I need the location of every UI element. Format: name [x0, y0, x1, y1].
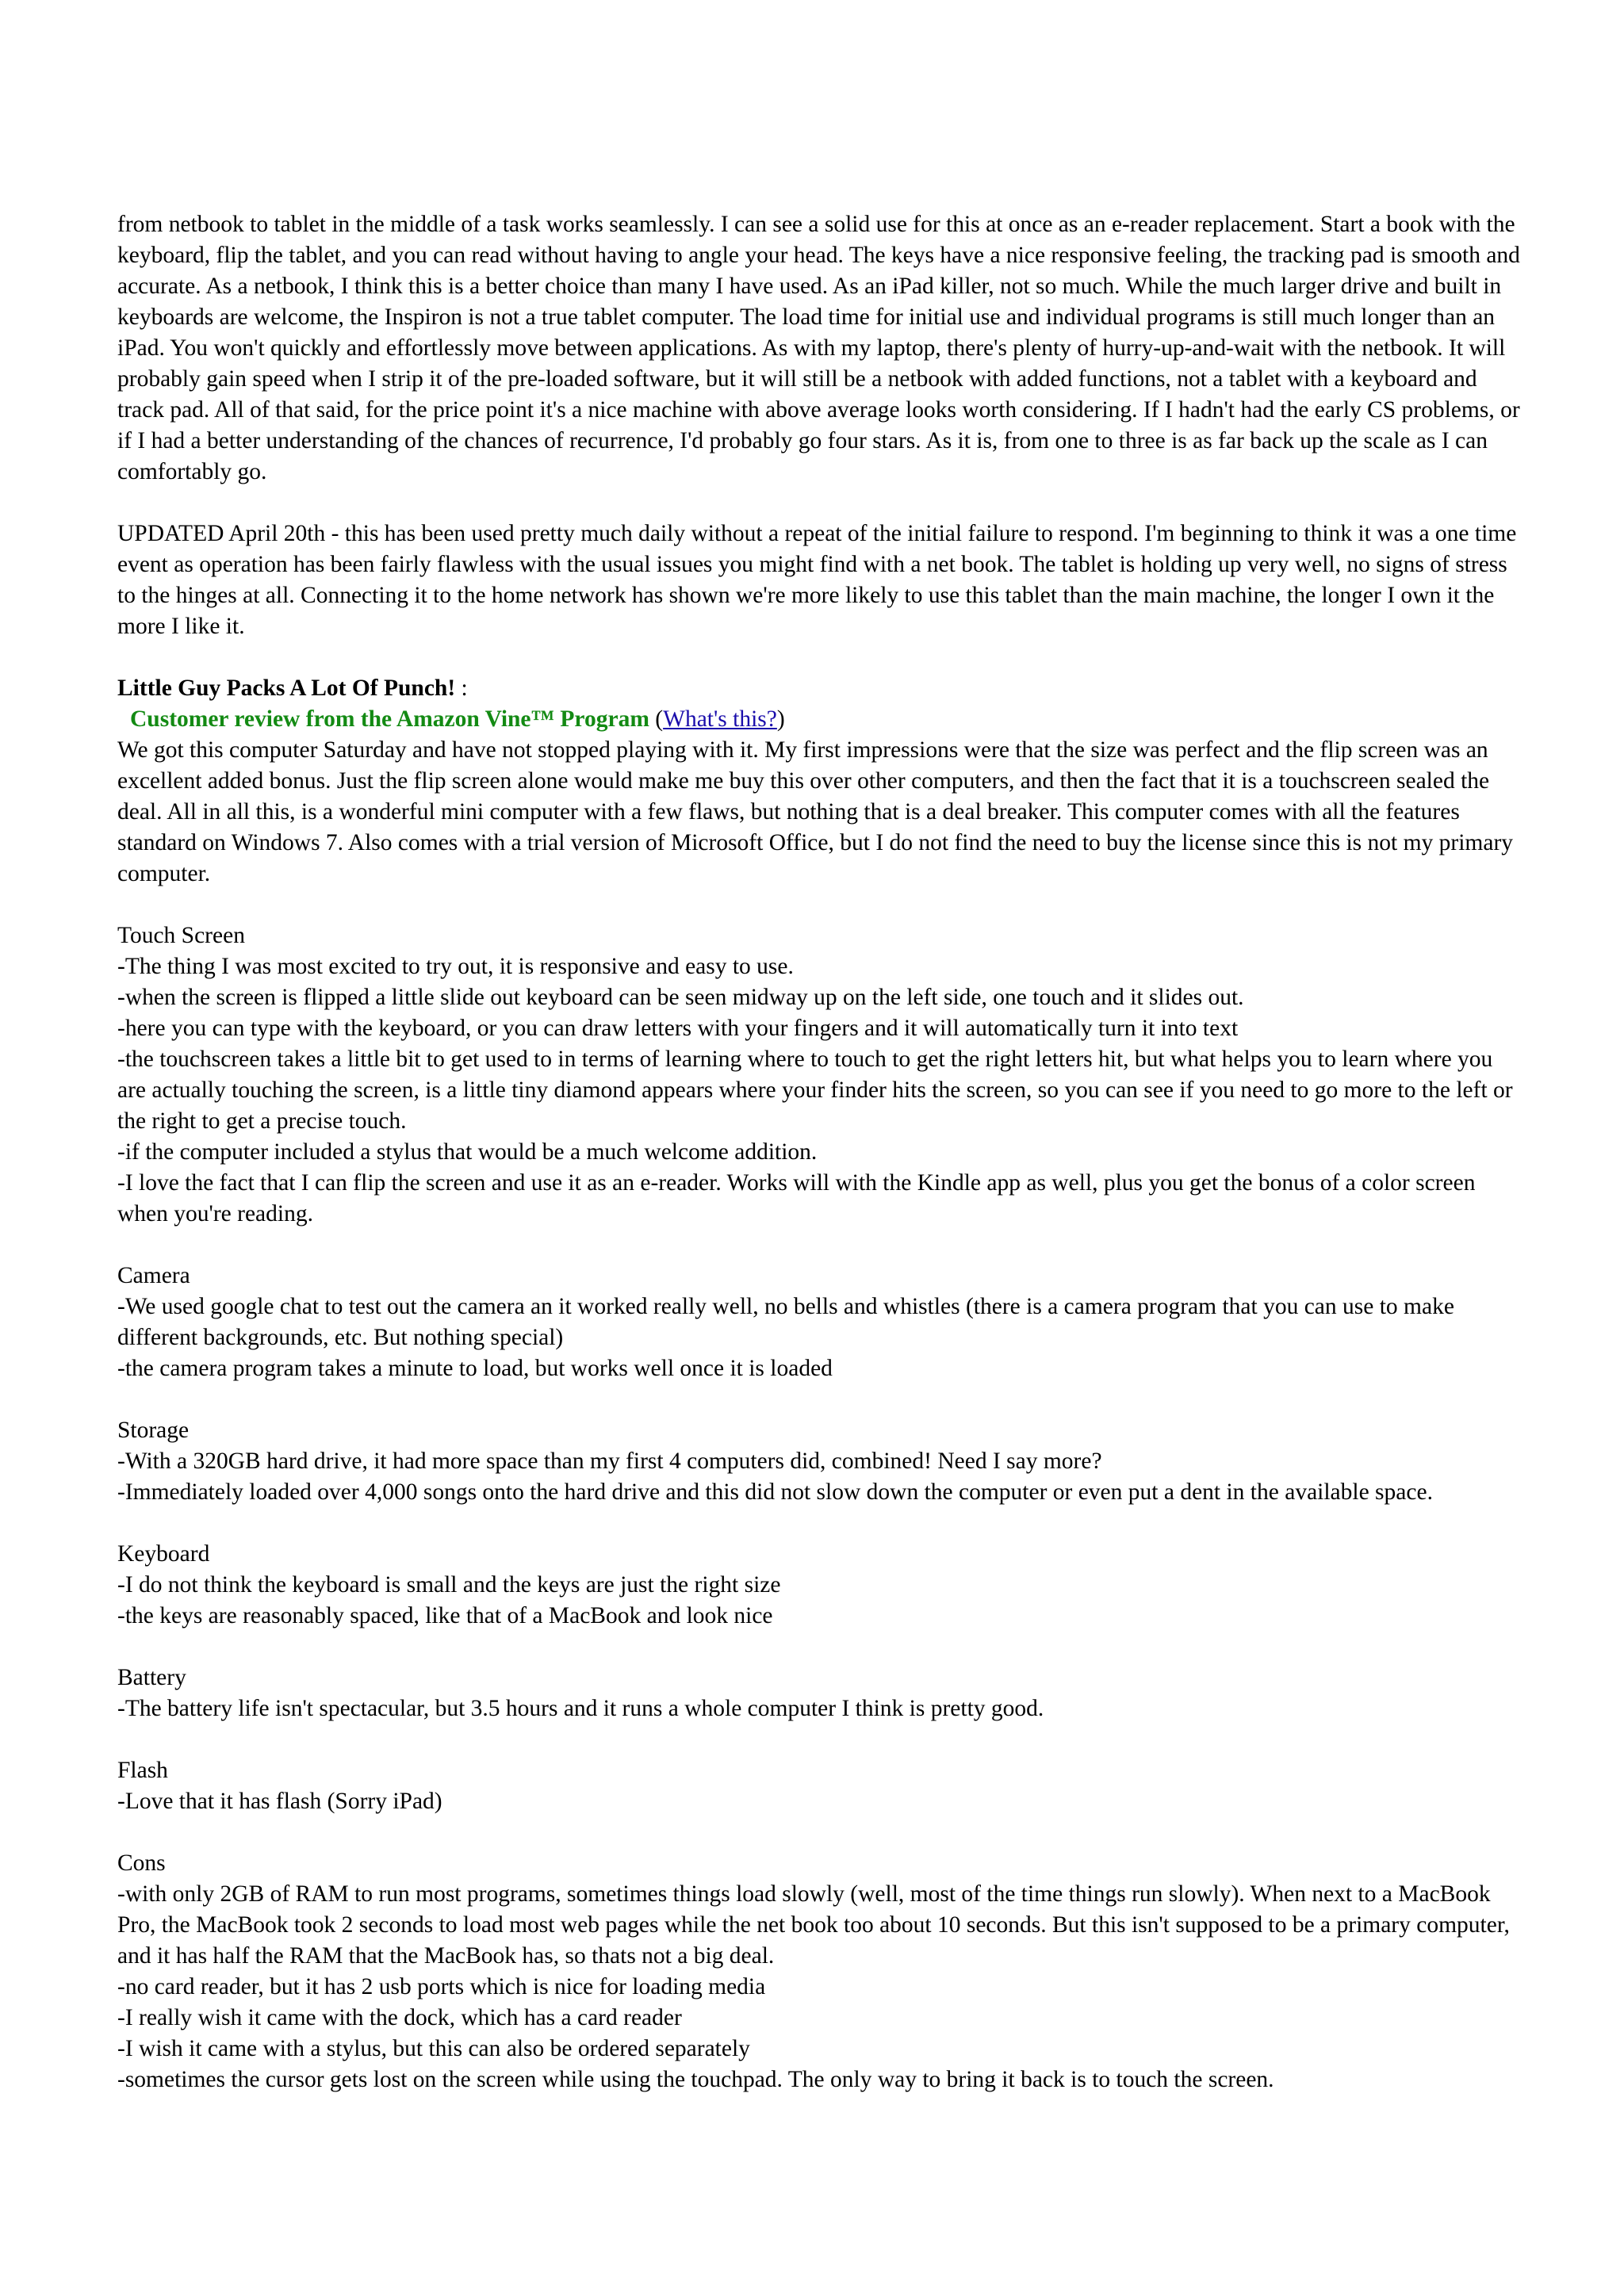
- review-2-heading: [117, 673, 1521, 704]
- vine-badge: Customer review from the Amazon Vine™ Program: [130, 706, 649, 732]
- spacer: [117, 488, 1521, 519]
- review-1-body: from netbook to tablet in the middle of a task works seamlessly. I can see a solid use for this at once as an e-reader replacement. Start a book with the keyboard, flip the tablet, and you can read without having to angle your head. The keys have a nice responsive feeling, the tracking pad is smooth and accurate. As a netbook, I think this is a better choice than many I have used. As an iPad killer, not so much. While the much larger drive and built in keyboards are welcome, the Inspiron is not a true tablet computer. The load time for initial use and individual programs is still much longer than an iPad. You won't quickly and effortlessly move between applications. As with my laptop, there's plenty of hurry-up-and-wait with the netbook. It will probably gain speed when I strip it of the pre-loaded software, but it will still be a netbook with added functions, not a tablet with a keyboard and track pad. All of that said, for the price point it's a nice machine with above average looks worth considering. If I hadn't had the early CS problems, or if I had a better understanding of the chances of recurrence, I'd probably go four stars. As it is, from one to three is as far back up the scale as I can comfortably go.: [117, 212, 1520, 484]
- review-2-title: Little Guy Packs A Lot Of Punch!: [117, 675, 456, 701]
- section-line: -sometimes the cursor gets lost on the screen while using the touchpad. The only way to bring it back is to touch the screen.: [117, 2067, 1274, 2092]
- section-line: -with only 2GB of RAM to run most programs, sometimes things load slowly (well, most of the time things run slowly). When next to a MacBook Pro, the MacBook took 2 seconds to load most web pages while the net book too about 10 seconds. But this isn't supposed to be a primary computer, and it has half the RAM that the MacBook has, so thats not a big deal.: [117, 1881, 1510, 1969]
- spacer: [117, 1508, 1521, 1539]
- section-heading-cons: Cons: [117, 1850, 166, 1876]
- spacer: [117, 1632, 1521, 1663]
- section-heading-battery: Battery: [117, 1665, 186, 1690]
- review-2-title-suffix: :: [455, 675, 468, 701]
- section-line: -Love that it has flash (Sorry iPad): [117, 1789, 442, 1814]
- section-heading-touch-screen: Touch Screen: [117, 923, 245, 948]
- section-line: -I love the fact that I can flip the screen and use it as an e-reader. Works will with the Kindle app as well, plus you get the bonus of a color screen when you're reading.: [117, 1170, 1476, 1226]
- section-line: -the camera program takes a minute to load, but works well once it is loaded: [117, 1356, 833, 1381]
- vine-paren-close: ): [776, 706, 785, 732]
- section-line: -when the screen is flipped a little slide out keyboard can be seen midway up on the left side, one touch and it slides out.: [117, 985, 1244, 1010]
- section-heading-flash: Flash: [117, 1758, 168, 1783]
- section-line: -the keys are reasonably spaced, like that of a MacBook and look nice: [117, 1603, 773, 1628]
- spacer: [117, 890, 1521, 920]
- section-line: -I really wish it came with the dock, which has a card reader: [117, 2005, 682, 2030]
- document-page: [117, 209, 1521, 2095]
- section-line: -The thing I was most excited to try out, it is responsive and easy to use.: [117, 954, 794, 979]
- section-line: -The battery life isn't spectacular, but 3.5 hours and it runs a whole computer I think is pretty good.: [117, 1696, 1044, 1721]
- section-line: -here you can type with the keyboard, or you can draw letters with your fingers and it will automatically turn it into text: [117, 1016, 1239, 1041]
- vine-program-line: [117, 704, 1521, 735]
- whats-this-link[interactable]: What's this?: [663, 706, 777, 732]
- section-line: -I do not think the keyboard is small and the keys are just the right size: [117, 1572, 781, 1598]
- review-1-update: UPDATED April 20th - this has been used pretty much daily without a repeat of the initial failure to respond. I'm beginning to think it was a one time event as operation has been fairly flawless with the usual issues you might find with a net book. The tablet is holding up very well, no signs of stress to the hinges at all. Connecting it to the home network has shown we're more likely to use this tablet than the main machine, the longer I own it the more I like it.: [117, 521, 1517, 639]
- section-heading-storage: Storage: [117, 1418, 190, 1443]
- spacer: [117, 642, 1521, 673]
- section-line: -the touchscreen takes a little bit to get used to in terms of learning where to touch to get the right letters hit, but what helps you to learn where you are actually touching the screen, is a little tiny diamond appears where your finder hits the screen, so you can see if you need to go more to the left or the right to get a precise touch.: [117, 1047, 1513, 1134]
- section-heading-camera: Camera: [117, 1263, 190, 1288]
- spacer: [117, 1230, 1521, 1261]
- section-line: -no card reader, but it has 2 usb ports which is nice for loading media: [117, 1974, 766, 1999]
- vine-paren-open: (: [649, 706, 664, 732]
- section-line: -I wish it came with a stylus, but this can also be ordered separately: [117, 2036, 750, 2061]
- section-line: -Immediately loaded over 4,000 songs onto the hard drive and this did not slow down the computer or even put a dent in the available space.: [117, 1479, 1433, 1505]
- section-line: -With a 320GB hard drive, it had more space than my first 4 computers did, combined! Need I say more?: [117, 1448, 1102, 1474]
- review-2-intro: We got this computer Saturday and have not stopped playing with it. My first impressions were that the size was perfect and the flip screen was an excellent added bonus. Just the flip screen alone would make me buy this over other computers, and then the fact that it is a touchscreen sealed the deal. All in all this, is a wonderful mini computer with a few flaws, but nothing that is a deal breaker. This computer comes with all the features standard on Windows 7. Also comes with a trial version of Microsoft Office, but I do not find the need to buy the license since this is not my primary computer.: [117, 737, 1514, 886]
- section-line: -We used google chat to test out the camera an it worked really well, no bells and whistles (there is a camera program that you can use to make different backgrounds, etc. But nothing special): [117, 1294, 1454, 1350]
- spacer: [117, 1724, 1521, 1755]
- spacer: [117, 1384, 1521, 1415]
- spacer: [117, 1817, 1521, 1848]
- section-heading-keyboard: Keyboard: [117, 1541, 210, 1567]
- section-line: -if the computer included a stylus that would be a much welcome addition.: [117, 1139, 818, 1165]
